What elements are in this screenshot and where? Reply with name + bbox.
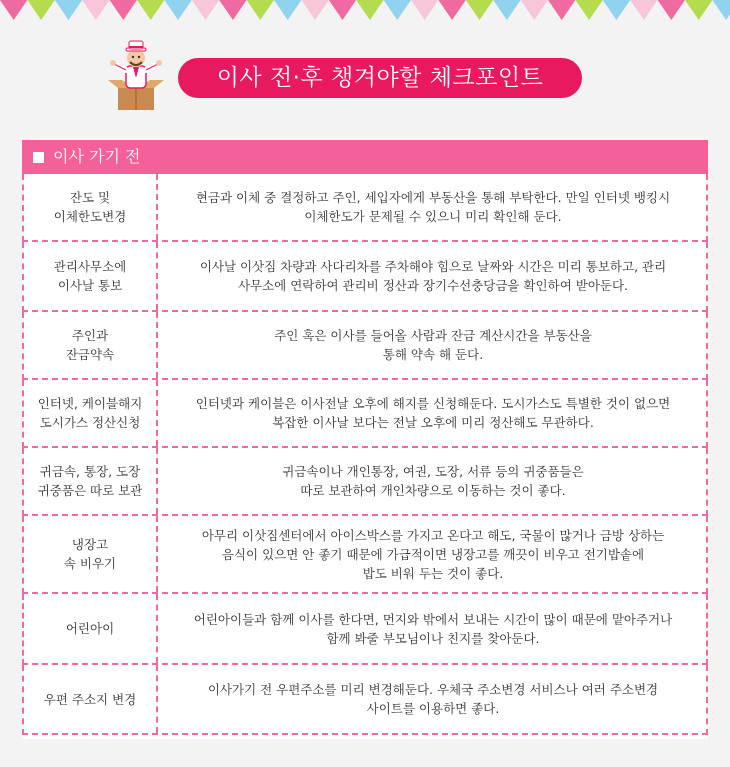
page-title: 이사 전·후 챙겨야할 체크포인트 — [178, 58, 582, 98]
row-description: 귀금속이나 개인통장, 여권, 도장, 서류 등의 귀중품들은 따로 보관하여 개인차량으로 이동하는 것이 좋다. — [282, 464, 584, 498]
bunting-flag — [658, 0, 685, 20]
bunting-flag — [548, 0, 575, 20]
row-description-cell — [160, 594, 706, 663]
row-description: 인터넷과 케이블은 이사전날 오후에 해지를 신청해둔다. 도시가스도 특별한 것이 없으면 복잡한 이사날 보다는 전날 오후에 미리 정산해도 무관하다. — [195, 396, 671, 430]
bunting-flag — [164, 0, 191, 20]
bunting-flag — [685, 0, 712, 20]
row-label-cell — [24, 665, 158, 733]
row-description-cell — [160, 448, 706, 514]
bunting-flag — [219, 0, 246, 20]
row-label: 관리사무소에 이사날 통보 — [53, 259, 127, 293]
bunting-flag — [27, 0, 54, 20]
row-label: 우편 주소지 변경 — [43, 691, 137, 707]
bunting-flag — [466, 0, 493, 20]
bunting-flag — [0, 0, 27, 20]
square-bullet-icon — [33, 152, 44, 163]
bunting-flag — [603, 0, 630, 20]
row-description-cell — [160, 380, 706, 446]
bunting-flag — [301, 0, 328, 20]
bunting-flag — [521, 0, 548, 20]
checklist-row — [22, 594, 708, 665]
row-label-cell — [24, 516, 158, 592]
mover-mascot-icon — [104, 40, 168, 112]
bunting-flag — [630, 0, 657, 20]
bunting-flag — [274, 0, 301, 20]
bunting-flag — [55, 0, 82, 20]
row-description-cell — [160, 312, 706, 378]
bunting-decoration — [0, 0, 730, 22]
row-label-cell — [24, 380, 158, 446]
checklist-row — [22, 380, 708, 448]
row-label-cell — [24, 174, 158, 240]
row-label-cell — [24, 312, 158, 378]
row-label: 주인과 잔금약속 — [65, 328, 115, 362]
bunting-flag — [411, 0, 438, 20]
row-description: 이사날 이삿짐 차량과 사다리차를 주차해야 힘으로 날짜와 시간은 미리 통보하고, 관리 사무소에 연락하여 관리비 정산과 장기수선충당금을 확인하여 받아둔다. — [199, 259, 667, 293]
bunting-flag — [356, 0, 383, 20]
bunting-flag — [82, 0, 109, 20]
bunting-flag — [438, 0, 465, 20]
checklist-row — [22, 312, 708, 380]
bunting-flag — [110, 0, 137, 20]
checklist-row — [22, 665, 708, 735]
row-label-cell — [24, 448, 158, 514]
row-description: 현금과 이체 중 결정하고 주인, 세입자에게 부동산을 통해 부탁한다. 만일 인터넷 뱅킹시 이체한도가 문제될 수 있으니 미리 확인해 둔다. — [195, 190, 671, 224]
bunting-flag — [384, 0, 411, 20]
checklist-row — [22, 448, 708, 516]
row-label: 잔도 및 이체한도변경 — [53, 190, 127, 224]
row-description-cell — [160, 174, 706, 240]
row-label: 인터넷, 케이블해지 도시가스 정산신청 — [37, 396, 143, 430]
bunting-flag — [575, 0, 602, 20]
checklist-row — [22, 174, 708, 242]
row-label-cell — [24, 242, 158, 310]
row-description: 아무리 이삿짐센터에서 아이스박스를 가지고 온다고 해도, 국물이 많거나 금방 상하는 음식이 있으면 안 좋기 때문에 가급적이면 냉장고를 깨끗이 비우고 전기밥솥에 밥도 비워 두는 것이 좋다. — [201, 527, 665, 581]
row-description: 주인 혹은 이사를 들어올 사람과 잔금 계산시간을 부동산을 통해 약속 해 둔다. — [274, 328, 592, 362]
row-label-cell — [24, 594, 158, 663]
row-description: 어린아이들과 함께 이사를 한다면, 먼지와 밖에서 보내는 시간이 많이 때문에 맡아주거나 함께 봐줄 부모님이나 친지를 찾아둔다. — [193, 611, 673, 646]
row-label: 어린아이 — [65, 621, 115, 636]
bunting-flag — [247, 0, 274, 20]
section-title: 이사 가기 전 — [53, 147, 141, 166]
section-header — [22, 140, 708, 174]
bunting-flag — [137, 0, 164, 20]
row-description-cell — [160, 665, 706, 733]
bunting-flag — [712, 0, 730, 20]
bunting-flag — [493, 0, 520, 20]
checklist-row — [22, 516, 708, 594]
row-description: 이사가기 전 우편주소를 미리 변경해둔다. 우체국 주소변경 서비스나 여러 주소변경 사이트를 이용하면 좋다. — [207, 682, 659, 716]
bunting-flag — [329, 0, 356, 20]
checklist-row — [22, 242, 708, 312]
row-description-cell — [160, 516, 706, 592]
row-description-cell — [160, 242, 706, 310]
checklist-panel — [22, 140, 708, 739]
row-label: 냉장고 속 비우기 — [63, 537, 117, 571]
bunting-flag — [192, 0, 219, 20]
row-label: 귀금속, 통장, 도장 귀중품은 따로 보관 — [37, 464, 143, 498]
